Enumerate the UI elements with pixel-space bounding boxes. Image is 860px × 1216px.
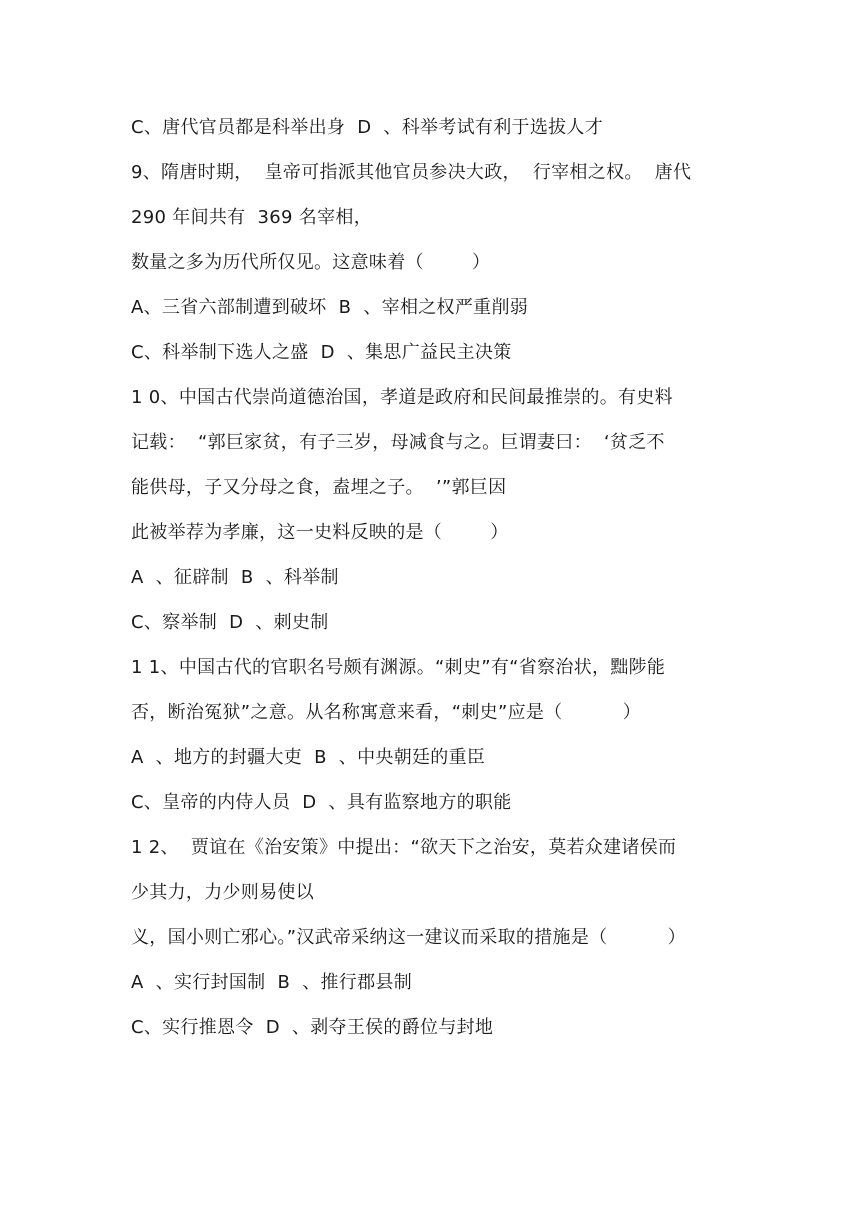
q10-stem-line-3: 能供母，子又分母之食，盍埋之子。 ’”郭巨因 [131, 477, 507, 498]
q12-stem-line-1: 1 2、 贾谊在《治安策》中提出：“欲天下之治安，莫若众建诸侯而 [131, 837, 677, 858]
q10-options-cd: C、察举制 D 、刺史制 [131, 612, 329, 633]
q10-stem-line-4: 此被举荐为孝廉，这一史料反映的是（ ） [131, 522, 509, 543]
q11-stem-line-2: 否，断治冤狱”之意。从名称寓意来看，“刺史”应是（ ） [131, 702, 641, 723]
q9-stem-line-2: 290 年间共有 369 名宰相， [131, 207, 372, 228]
q12-options-cd: C、实行推恩令 D 、剥夺王侯的爵位与封地 [131, 1017, 494, 1038]
q9-options-cd: C、科举制下选人之盛 D 、集思广益民主决策 [131, 342, 512, 363]
q11-options-cd: C、皇帝的内侍人员 D 、具有监察地方的职能 [131, 792, 512, 813]
q12-options-ab: A 、实行封国制 B 、推行郡县制 [131, 972, 412, 993]
q10-options-ab: A 、征辟制 B 、科举制 [131, 567, 339, 588]
q8-options-cd: C、唐代官员都是科举出身 D 、科举考试有利于选拔人才 [131, 117, 604, 138]
q9-stem-line-3: 数量之多为历代所仅见。这意味着（ ） [131, 252, 491, 273]
q10-stem-line-1: 1 0、中国古代崇尚道德治国，孝道是政府和民间最推崇的。有史料 [131, 387, 673, 408]
q11-options-ab: A 、地方的封疆大吏 B 、中央朝廷的重臣 [131, 747, 486, 768]
q10-stem-line-2: 记载： “郭巨家贫，有子三岁，母减食与之。巨谓妻曰： ‘贫乏不 [131, 432, 665, 453]
q9-options-ab: A、三省六部制遭到破坏 B 、宰相之权严重削弱 [131, 297, 529, 318]
q9-stem-line-1: 9、隋唐时期， 皇帝可指派其他官员参决大政， 行宰相之权。 唐代 [131, 162, 692, 183]
q11-stem-line-1: 1 1、中国古代的官职名号颇有渊源。“刺史”有“省察治状，黜陟能 [131, 657, 666, 678]
q12-stem-line-2: 少其力，力少则易使以 [131, 882, 314, 903]
q12-stem-line-3: 义，国小则亡邪心。”汉武帝采纳这一建议而采取的措施是（ ） [131, 927, 686, 948]
